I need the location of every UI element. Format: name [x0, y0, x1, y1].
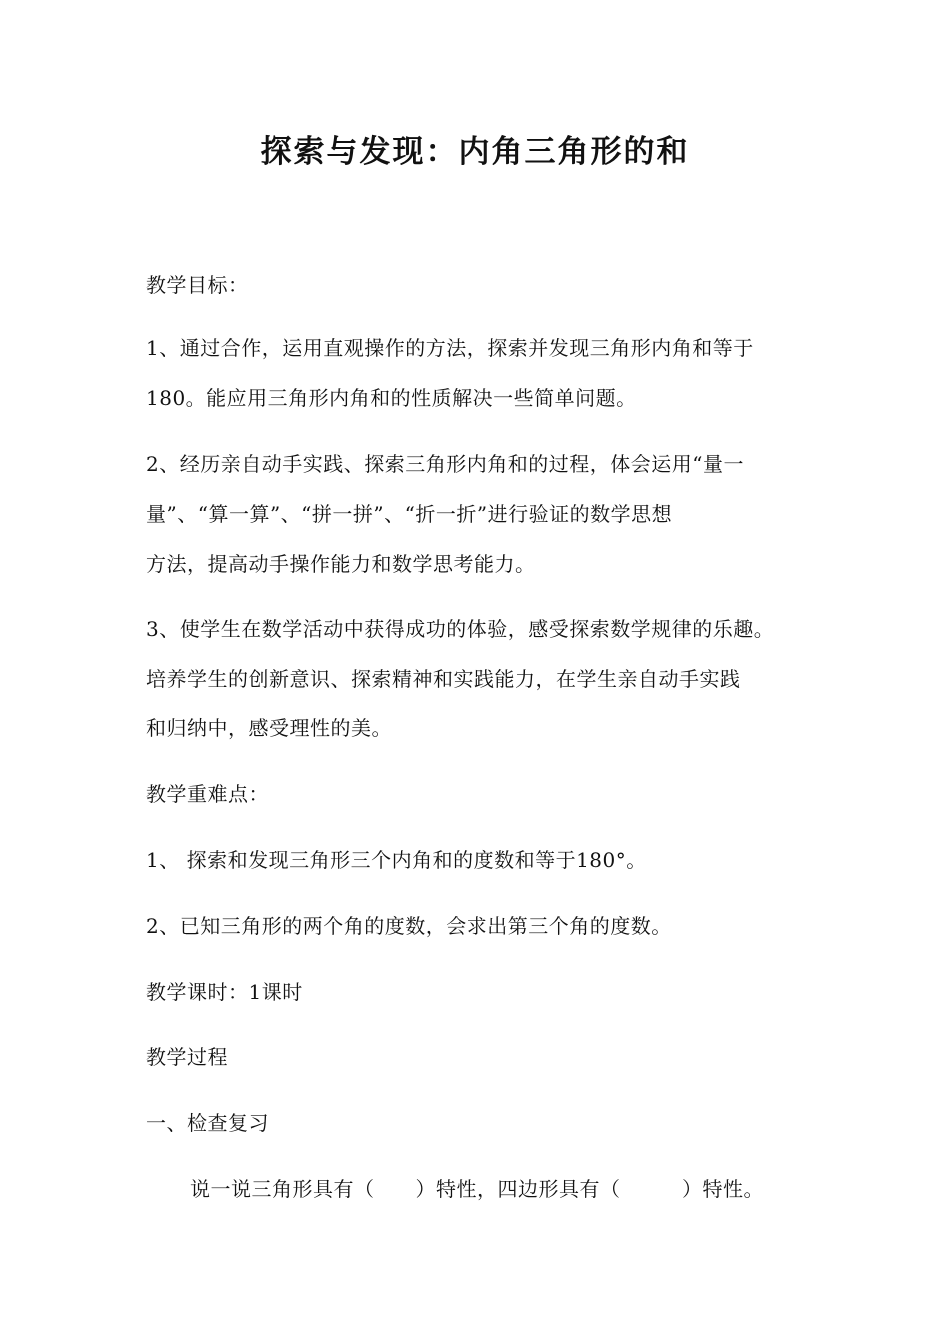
paragraph-line: 2、经历亲自动手实践、探索三角形内角和的过程，体会运用“量一 [146, 452, 744, 476]
heading-teaching-process: 教学过程 [146, 1045, 228, 1069]
paragraph-line: 1、通过合作，运用直观操作的方法，探索并发现三角形内角和等于 [146, 336, 754, 360]
paragraph-line: 3、使学生在数学活动中获得成功的体验，感受探索数学规律的乐趣。 [146, 617, 775, 641]
paragraph-line: 方法，提高动手操作能力和数学思考能力。 [146, 552, 536, 576]
heading-key-difficulties: 教学重难点： [146, 782, 269, 806]
heading-review: 一、检查复习 [146, 1111, 269, 1135]
paragraph-line: 180。能应用三角形内角和的性质解决一些简单问题。 [146, 386, 637, 410]
paragraph-line: 2、已知三角形的两个角的度数，会求出第三个角的度数。 [146, 914, 672, 938]
document-title: 探索与发现：内角三角形的和 [260, 134, 690, 170]
paragraph-line: 培养学生的创新意识、探索精神和实践能力，在学生亲自动手实践 [146, 667, 741, 691]
paragraph-line: 1、 探索和发现三角形三个内角和的度数和等于180°。 [146, 848, 647, 872]
paragraph-line: 量”、“算一算”、“拼一拼”、“折一折”进行验证的数学思想 [146, 502, 673, 526]
heading-class-hours: 教学课时：1课时 [146, 980, 303, 1004]
heading-teaching-objectives: 教学目标： [146, 273, 249, 297]
paragraph-line: 和归纳中，感受理性的美。 [146, 716, 392, 740]
paragraph-line: 说一说三角形具有（ ）特性，四边形具有（ ）特性。 [190, 1177, 764, 1201]
